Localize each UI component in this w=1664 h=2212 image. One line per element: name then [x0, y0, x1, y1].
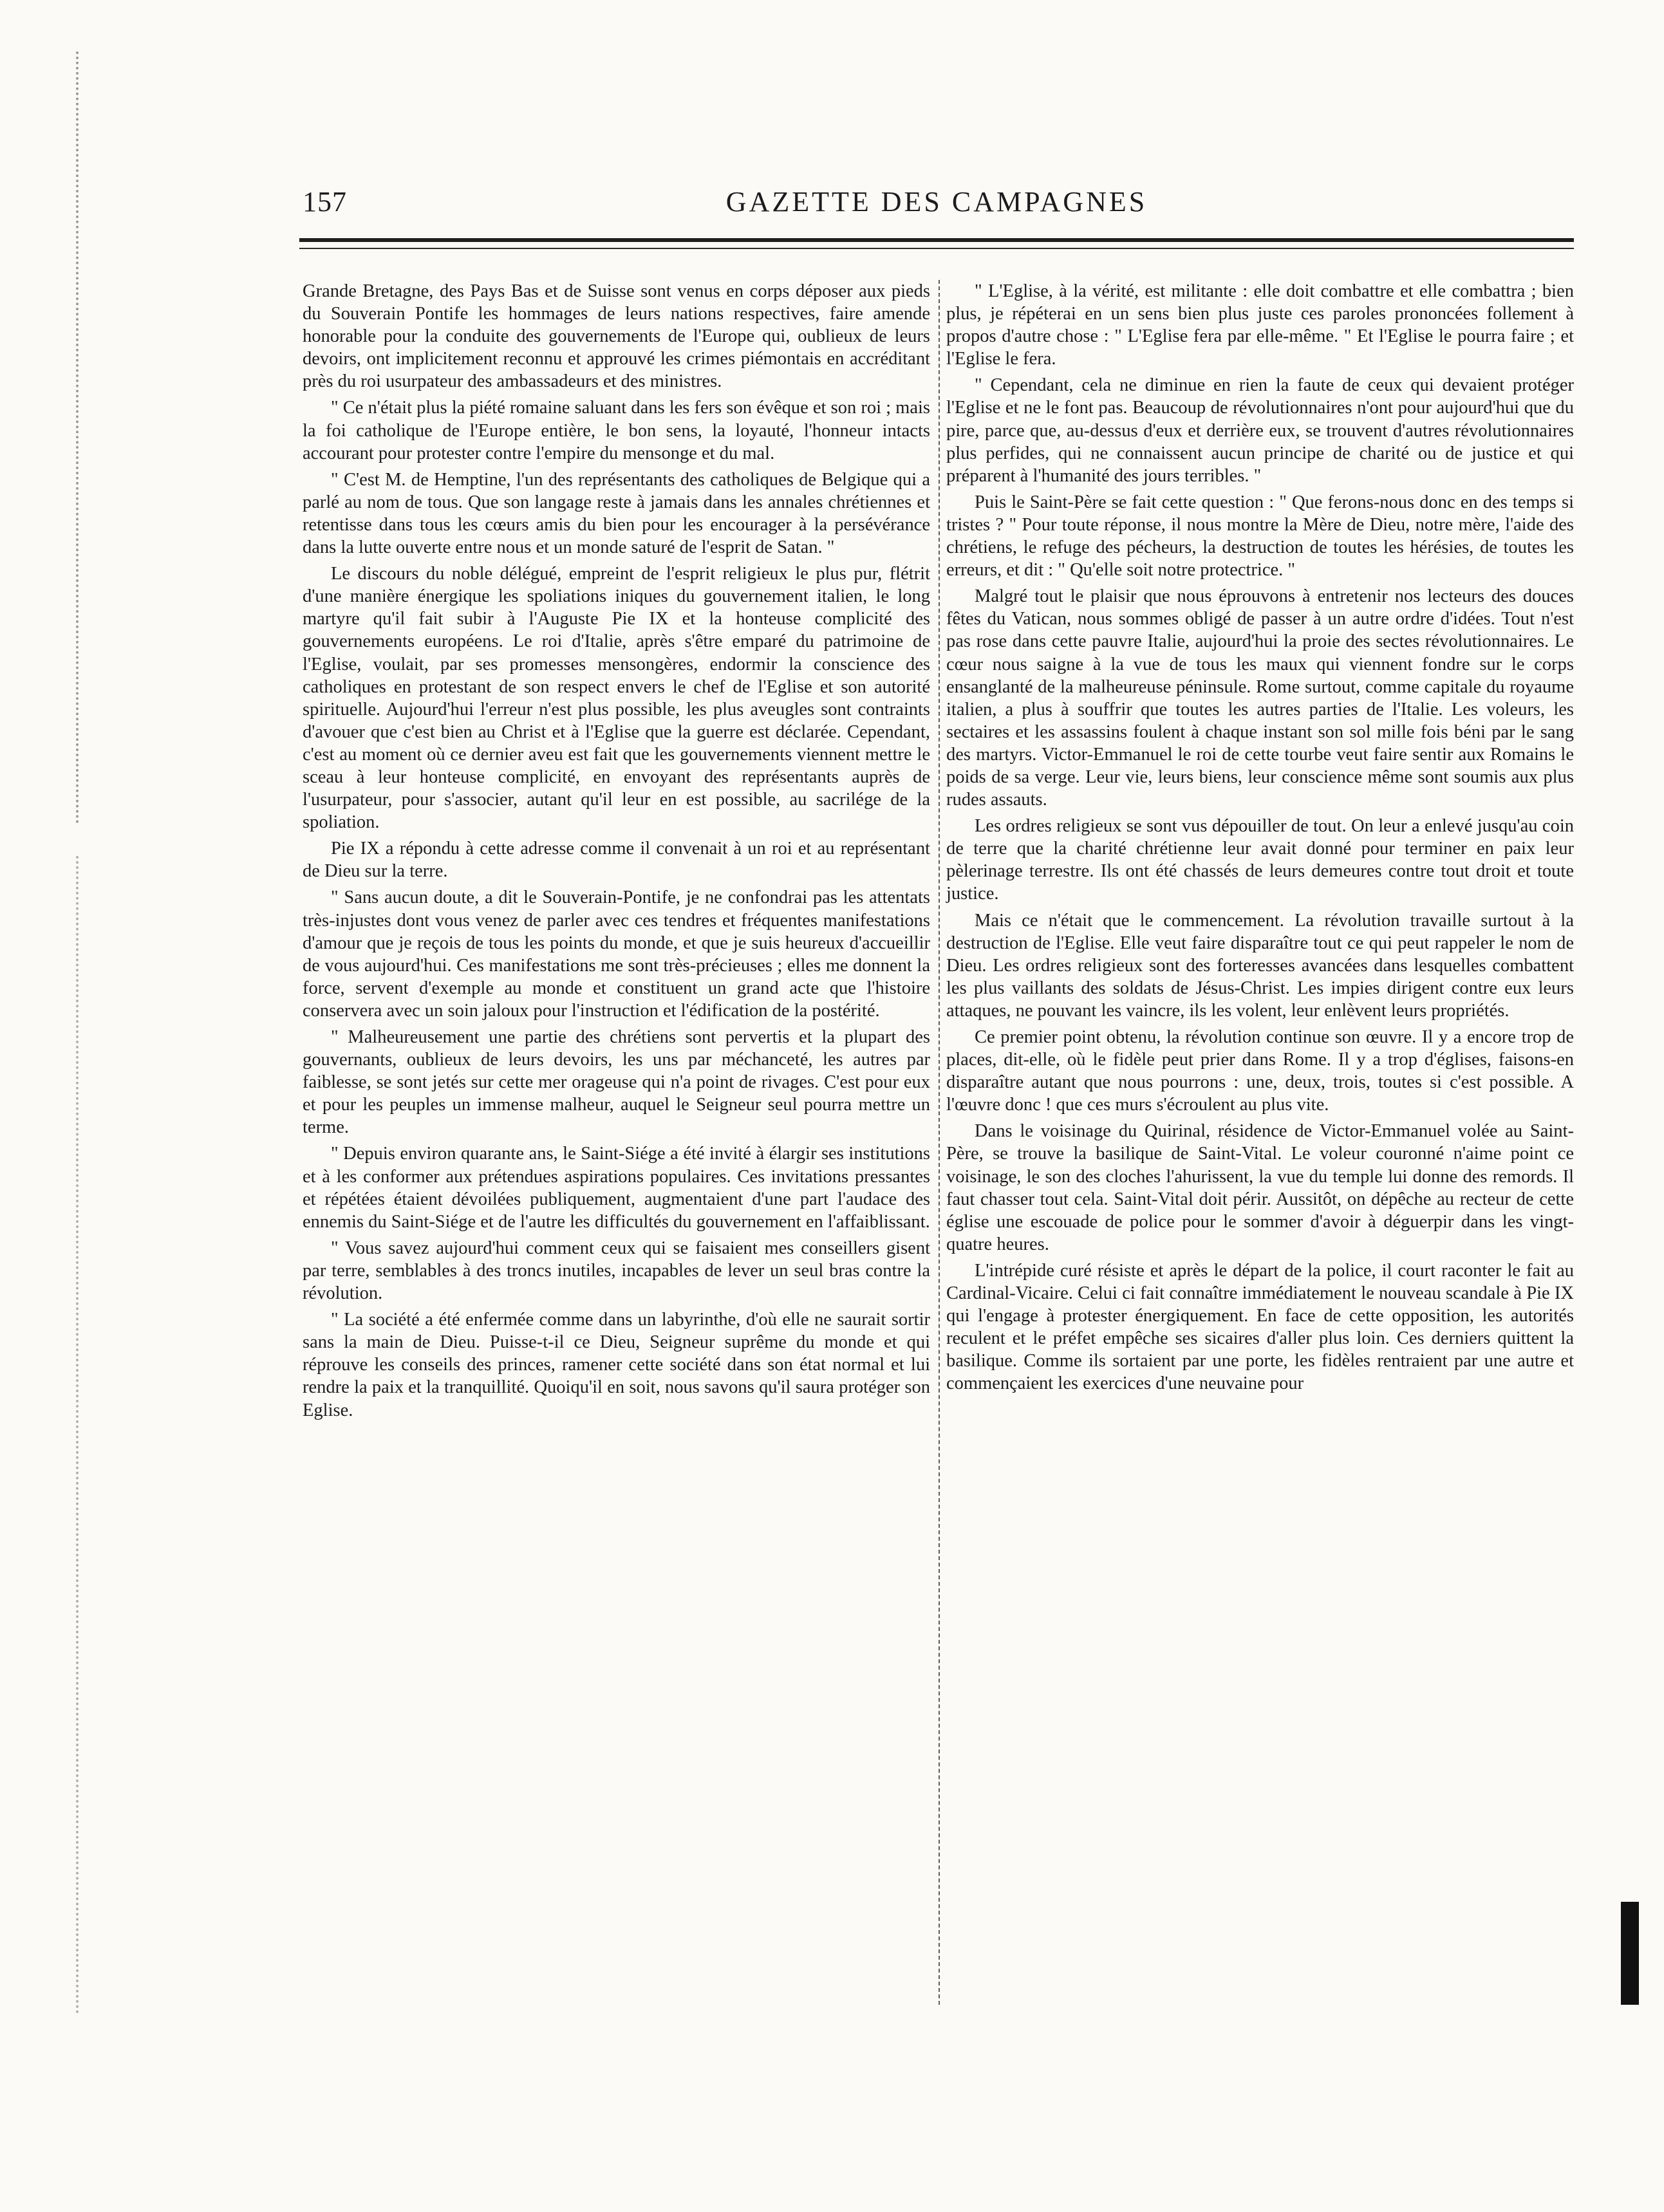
- margin-perforation-lower: [76, 856, 93, 2014]
- paragraph: " Cependant, cela ne diminue en rien la faute de ceux qui devaient protéger l'Eglise et ne le font pas. Beaucoup de révolutionnaires n'ont pour aujourd'hui que du pire, parce que, au-dessus d'eux et derrière eux, se trouvent d'autres révolutionnaires plus perfides, qui ne connaissent aucun principe de charité ou de justice et qui préparent à l'humanité des jours terribles. ": [946, 375, 1574, 486]
- paragraph: " Ce n'était plus la piété romaine saluant dans les fers son évêque et son roi ; mais la foi catholique de l'Europe entière, le bon sens, la loyauté, l'honneur intacts accourant pour protester contre l'empire du mensonge et du mal.: [303, 398, 930, 463]
- paragraph: Mais ce n'était que le commencement. La révolution travaille surtout à la destruction de l'Eglise. Elle veut faire disparaître tout ce qui peut rappeler le nom de Dieu. Les ordres religieux sont des forteresses avancées dans lesquelles combattent les plus vaillants des soldats de Jésus-Christ. Les impies dirigent contre eux leurs attaques, ne pouvant les vaincre, ils les volent, leur enlèvent leurs propriétés.: [946, 910, 1574, 1021]
- page-number: 157: [303, 186, 347, 218]
- paragraph: Ce premier point obtenu, la révolution continue son œuvre. Il y a encore trop de places, dit-elle, où le fidèle peut prier dans Rome. Il y a trop d'églises, faisons-en disparaître autant que nous pourrons : une, deux, trois, toutes si c'est possible. A l'œuvre donc ! que ces murs s'écroulent au plus vite.: [946, 1027, 1574, 1115]
- margin-perforation: [76, 51, 93, 824]
- left-column: [303, 280, 930, 1422]
- paragraph: Grande Bretagne, des Pays Bas et de Suisse sont venus en corps déposer aux pieds du Souverain Pontife les hommages de leurs nations respectives, faire amende honorable pour la conduite des gouvernements de l'Europe qui, oublieux de leurs devoirs, ont implicitement reconnu et approuvé les crimes piémontais en accréditant près du roi usurpateur des ambassadeurs et des ministres.: [303, 281, 930, 392]
- newspaper-title: GAZETTE DES CAMPAGNES: [725, 186, 1148, 218]
- scan-edge-mark: [1621, 1902, 1639, 2005]
- paragraph: Pie IX a répondu à cette adresse comme il convenait à un roi et au représentant de Dieu sur la terre.: [303, 839, 930, 882]
- paragraph: L'intrépide curé résiste et après le départ de la police, il court raconter le fait au Cardinal-Vicaire. Celui ci fait connaître immédiatement le nouveau scandale à Pie IX qui l'engage à protester énergiquement. En face de cette opposition, les autorités reculent et le préfet empêche ses sicaires d'aller plus loin. Ces derniers quittent la basilique. Comme ils sortaient par une porte, les fidèles rentraient par une autre et commençaient les exercices d'une neuvaine pour: [946, 1260, 1574, 1394]
- paragraph: Malgré tout le plaisir que nous éprouvons à entretenir nos lecteurs des douces fêtes du Vatican, nous sommes obligé de passer à un autre ordre d'idées. Tout n'est pas rose dans cette pauvre Italie, aujourd'hui la proie des sectes révolutionnaires. Le cœur nous saigne à la vue de tous les maux qui viennent fondre sur le corps ensanglanté de la malheureuse péninsule. Rome surtout, comme capitale du royaume italien, a plus à souffrir que toutes les autres parties de l'Italie. Les voleurs, les sectaires et les assassins foulent à chaque instant son sol mille fois béni par le sang des martyrs. Victor-Emmanuel le roi de cette tourbe veut faire sentir aux Romains le poids de sa verge. Leur vie, leurs biens, leur conscience même sont soumis aux plus rudes assauts.: [946, 586, 1574, 810]
- right-column: [946, 280, 1574, 1395]
- paragraph: Dans le voisinage du Quirinal, résidence de Victor-Emmanuel volée au Saint-Père, se trouve la basilique de Saint-Vital. Le voleur couronné n'aime point ce voisinage, le son des cloches l'ahurissent, la vue du temple lui donne des remords. Il faut chasser tout cela. Saint-Vital doit périr. Aussitôt, on dépêche au recteur de cette église une escouade de police pour le sommer d'avoir à déguerpir dans les vingt-quatre heures.: [946, 1121, 1574, 1254]
- paragraph: " L'Eglise, à la vérité, est militante : elle doit combattre et elle combattra ; bien plus, je répéterai en un sens bien plus juste ces paroles prononcées follement à propos d'autre chose : " L'Eglise fera par elle-même. " Et l'Eglise le pourra faire ; et l'Eglise le fera.: [946, 281, 1574, 369]
- page-header: [303, 185, 1571, 224]
- column-divider: [939, 280, 940, 2005]
- paragraph: " Malheureusement une partie des chrétiens sont pervertis et la plupart des gouvernants, oublieux de leurs devoirs, les uns par méchanceté, les autres par faiblesse, se sont jetés sur cette mer orageuse qui n'a point de rivages. C'est pour eux et pour les peuples un immense malheur, auquel le Seigneur seul pourra mettre un terme.: [303, 1027, 930, 1138]
- paragraph: " La société a été enfermée comme dans un labyrinthe, d'où elle ne saurait sortir sans la main de Dieu. Puisse-t-il ce Dieu, Seigneur suprême du monde et qui réprouve les conseils des princes, ramener cette société dans son état normal et lui rendre la paix et la tranquillité. Quoiqu'il en soit, nous savons qu'il saura protéger son Eglise.: [303, 1310, 930, 1420]
- header-rule-thin: [299, 248, 1574, 249]
- paragraph: " C'est M. de Hemptine, l'un des représentants des catholiques de Belgique qui a parlé au nom de tous. Que son langage reste à jamais dans les annales chrétiennes et retentisse dans tous les cœurs amis du bien pour les encourager à la persévérance dans la lutte ouverte entre nous et un monde saturé de l'esprit de Satan. ": [303, 469, 930, 558]
- paragraph: Les ordres religieux se sont vus dépouiller de tout. On leur a enlevé jusqu'au coin de terre que la charité chrétienne leur avait donné pour terminer en paix leur pèlerinage terrestre. Ils ont été chassés de leurs demeures contre tout droit et toute justice.: [946, 816, 1574, 904]
- paragraph: " Sans aucun doute, a dit le Souverain-Pontife, je ne confondrai pas les attentats très-injustes dont vous venez de parler avec ces tendres et fréquentes manifestations d'amour que je reçois de tous les points du monde, et que je suis heureux d'accueillir de vous aujourd'hui. Ces manifestations me sont très-précieuses ; elles me donnent la force, servent d'exemple au monde et constituent un grand acte que l'histoire conservera avec un soin jaloux pour l'instruction et l'édification de la postérité.: [303, 888, 930, 1021]
- paragraph: Puis le Saint-Père se fait cette question : " Que ferons-nous donc en des temps si tristes ? " Pour toute réponse, il nous montre la Mère de Dieu, notre mère, l'aide des chrétiens, le refuge des pécheurs, la destruction de toutes les hérésies, de toutes les erreurs, et dit : " Qu'elle soit notre protectrice. ": [946, 492, 1574, 581]
- paragraph: Le discours du noble délégué, empreint de l'esprit religieux le plus pur, flétrit d'une manière énergique les spoliations iniques du gouvernement italien, le long martyre qu'il fait subir à l'Auguste Pie IX et la honteuse complicité des gouvernements européens. Le roi d'Italie, après s'être emparé du patrimoine de l'Eglise, voulait, par ses promesses mensongères, endormir la conscience des catholiques en protestant de son respect envers le chef de l'Eglise et son autorité spirituelle. Aujourd'hui l'erreur n'est plus possible, les plus aveugles sont contraints d'avouer que c'est bien au Christ et à l'Eglise que la guerre est déclarée. Cependant, c'est au moment où ce dernier aveu est fait que les gouvernements viennent mettre le sceau à leur honteuse complicité, en envoyant des représentants auprès de l'usurpateur, pour s'associer, autant qu'il leur en est possible, au sacrilége de la spoliation.: [303, 564, 930, 833]
- header-rule-thick: [299, 238, 1574, 242]
- paragraph: " Depuis environ quarante ans, le Saint-Siége a été invité à élargir ses institutions et à les conformer aux prétendues aspirations populaires. Ces invitations pressantes et répétées étaient dévoilées publiquement, augmentaient d'une part l'audace des ennemis du Saint-Siége et de l'autre les difficultés du gouvernement en l'affaiblissant.: [303, 1144, 930, 1232]
- paragraph: " Vous savez aujourd'hui comment ceux qui se faisaient mes conseillers gisent par terre, semblables à des troncs inutiles, incapables de lever un seul bras contre la révolution.: [303, 1238, 930, 1304]
